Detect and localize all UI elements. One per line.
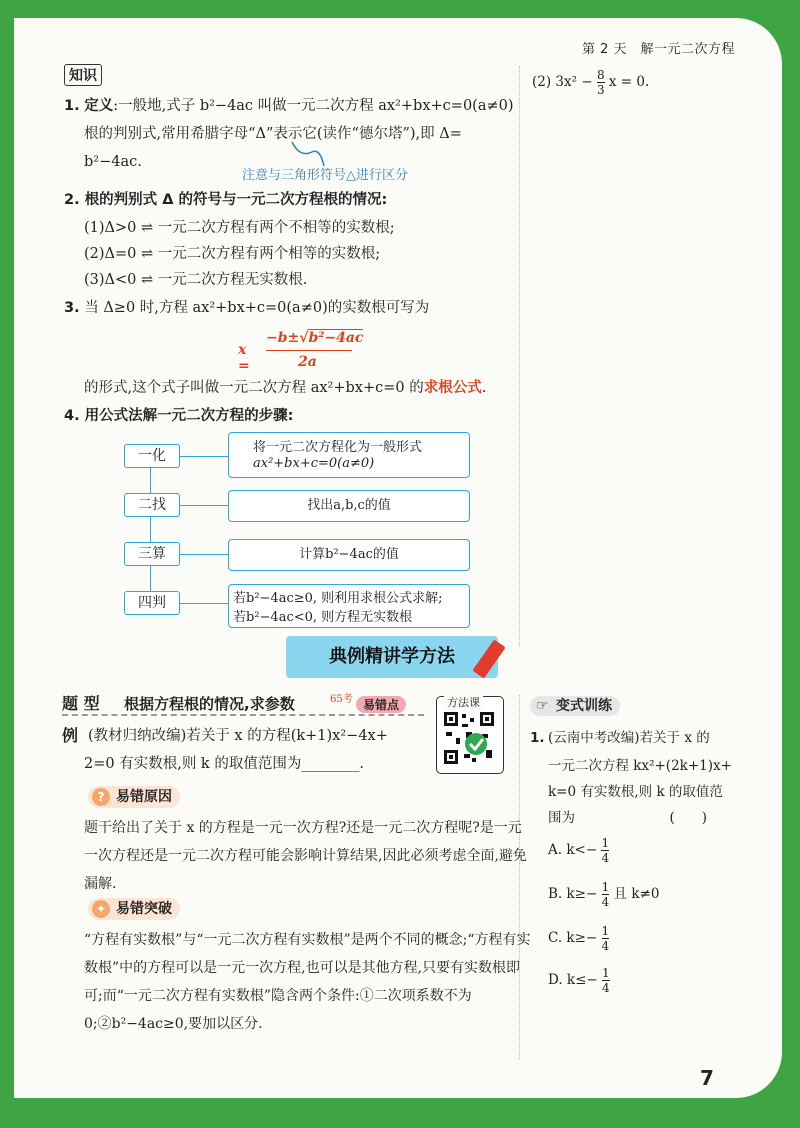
variation-q-line-1: (云南中考改编)若关于 x 的 <box>548 730 710 746</box>
point-2-item-3: (3)Δ<0 ⇌ 一元二次方程无实数根. <box>84 272 308 288</box>
right-top-frac-den: 3 <box>596 83 605 97</box>
type-exam-count: 65考 <box>330 694 353 705</box>
right-top-equation <box>532 68 649 97</box>
right-top-frac-num: 8 <box>596 68 605 82</box>
flow-box-1-line-2: ax²+bx+c=0(a≠0) <box>253 456 375 471</box>
page-header: 第 2 天 解一元二次方程 <box>582 42 736 57</box>
option-c-fraction <box>602 924 610 953</box>
error-cause-chip <box>88 786 180 808</box>
flow-step-4: 四判 <box>124 591 180 615</box>
type-label: 题 型 <box>62 694 100 713</box>
option-d-label: D. k≤− <box>548 972 598 988</box>
variation-q-line-4: 围为 ( ) <box>548 810 708 826</box>
option-b-den: 4 <box>601 895 610 909</box>
option-a-fraction <box>601 836 609 865</box>
point-3-line-2-text: 的形式,这个式子叫做一元二次方程 ax²+bx+c=0 的 <box>84 380 424 396</box>
section-banner-title: 典例精讲学方法 <box>329 646 455 667</box>
flow-connector-vertical <box>150 466 151 598</box>
point-3-number: 3. <box>64 300 80 316</box>
point-1-number: 1. <box>64 98 80 114</box>
flow-box-2: 找出a,b,c的值 <box>228 490 470 522</box>
qr-title: 方法课 <box>444 694 483 710</box>
option-d-den: 4 <box>602 981 610 995</box>
flow-link-2 <box>180 505 228 506</box>
point-2-item-1: (1)Δ>0 ⇌ 一元二次方程有两个不相等的实数根; <box>84 220 395 236</box>
qr-code-icon[interactable] <box>442 710 496 766</box>
point-4-title <box>64 406 293 426</box>
flow-box-4-line-2: 若b²−4ac<0, 则方程无实数根 <box>233 610 413 625</box>
point-1-line-3: b²−4ac. <box>84 154 142 170</box>
point-1-note: 注意与三角形符号△进行区分 <box>242 168 408 183</box>
option-b-tail: 且 k≠0 <box>613 886 660 902</box>
point-3-line-1 <box>64 298 429 318</box>
point-4-title-text: 用公式法解一元二次方程的步骤: <box>84 408 294 424</box>
flow-link-1 <box>180 456 228 457</box>
option-a-label: A. k<− <box>548 842 598 858</box>
variation-title: 变式训练 <box>556 698 612 714</box>
option-c-num: 1 <box>601 924 610 938</box>
pointing-hand-icon: ☞ <box>536 698 549 714</box>
point-3-text: 当 Δ≥0 时,方程 ax²+bx+c=0(a≠0)的实数根可写为 <box>84 300 430 316</box>
option-d[interactable] <box>548 966 610 995</box>
variation-q-number: 1. <box>530 730 545 746</box>
right-top-prefix: (2) 3x² − <box>532 74 593 90</box>
right-top-fraction <box>597 68 605 97</box>
point-1-line-2: 根的判别式,常用希腊字母“Δ”表示它(读作“德尔塔”),即 Δ= <box>84 126 462 142</box>
point-3-period: . <box>481 380 487 396</box>
error-cause-title: 易错原因 <box>116 789 172 805</box>
page-number: 7 <box>700 1066 714 1090</box>
flow-link-3 <box>180 554 228 555</box>
option-b-num: 1 <box>601 880 610 894</box>
variation-q-line-3: k=0 有实数根,则 k 的取值范 <box>548 784 723 800</box>
option-c-label: C. k≥− <box>548 930 598 946</box>
rocket-icon: ✦ <box>92 900 110 918</box>
flow-step-2: 二找 <box>124 493 180 517</box>
option-c-den: 4 <box>601 939 610 953</box>
right-top-suffix: x = 0. <box>608 74 650 90</box>
knowledge-tag: 知识 <box>64 64 102 86</box>
point-1-term: 定义 <box>84 98 114 114</box>
flow-step-3: 三算 <box>124 542 180 566</box>
breakthrough-chip <box>88 898 180 920</box>
option-a-num: 1 <box>601 836 610 850</box>
root-formula-term: 求根公式 <box>423 379 482 396</box>
flow-box-1-line-1: 将一元二次方程化为一般形式 <box>253 440 423 455</box>
flow-box-1 <box>228 432 470 478</box>
page: 第 2 天 解一元二次方程 知识 1. 定义:一般地,式子 b²−4ac 叫做一元二次方程 ax²+bx+c=0(a≠0) 根的判别式,常用希腊字母“Δ”表示它(读作“德尔塔”),即 Δ= b²−4ac. 注意与三角形符号△进行区分 2. 根的判别式 Δ 的符号与一元二次方程根的情况: (1)Δ>0 ⇌ 一元二次方程有两个不相等的实数根; (2)Δ=0 ⇌ 一元二次方程有两个相等的实数根; (3)Δ<0 ⇌ 一元二次方程无实数根. 3. 当 Δ≥0 时,方程 ax²+bx+c=0(a≠0)的实数根可写为 x = −b±√b²−4ac 2a 的形式,这个式子叫做一元二次方程 ax²+bx+c=0 的求根公式. 4. 用公式法解一元二次方程的步骤: 一化 二找 三算 四判 将一元二次方程化为一般形式 ax²+bx+c=0(a≠0) 找出a,b,c的值 计算b²−4ac的值 若b²−4ac≥0, 则利用求根公式求解; 若b²−4ac<0, 则方程无实数根 典例精讲学方法 题 型 根据方程根的情况,求参数 65考 易错点 方法课 例 (教材归纳改编)若关于 x 的方程(k+1)x²−4x+ 2=0 有实数根,则 k 的取值范围为________. ? 易错原因 题干给出了关于 x 的方程是一元一次方程?还是一元二次方程呢?是一元一次方程还是一元二次方程可能会影响计算结果,因此必须考虑全面,避免漏解. ✦ 易错突破 “方程有实数根”与“一元二次方程有实数根”是两个不同的概念;“方程有实数根”中的方程可以是一元一次方程,也可以是其他方程,只要有实数根即可;而“一元二次方程有实数根”隐含两个条件:①二次项系数不为 0;②b²−4ac≥0,要加以区分. (2) 3x² − $\frac{8}{3}$ x = 0. ☞ 变式训练 1. (云南中考改编)若关于 x 的 一元二次方程 kx²+(2k+1)x+ k=0 有实数根,则 k 的取值范 围为 ( ) A. k<− $\frac{1}{4}$ B. k≥− $\frac{1}{4}$ 且 k≠0 C. k≥− $\frac{1}{4}$ D. k≤− $\frac{1}{4}$ 7 <box>0 0 800 1128</box>
error-cause-text: 题干给出了关于 x 的方程是一元一次方程?还是一元二次方程呢?是一元一次方程还是一元二次方程可能会影响计算结果,因此必须考虑全面,避免漏解. <box>84 820 527 892</box>
option-d-fraction <box>602 966 610 995</box>
example-line-2: 2=0 有实数根,则 k 的取值范围为________. <box>84 756 364 772</box>
variation-title-chip <box>530 696 620 716</box>
point-3-line-2 <box>84 378 486 398</box>
point-1-line-1 <box>64 96 514 116</box>
flow-box-4-line-1: 若b²−4ac≥0, 则利用求根公式求解; <box>233 591 443 606</box>
option-a-den: 4 <box>601 851 610 865</box>
question-icon: ? <box>92 788 110 806</box>
point-2-title <box>64 190 387 210</box>
type-underline <box>62 714 424 716</box>
breakthrough-text: “方程有实数根”与“一元二次方程有实数根”是两个不同的概念;“方程有实数根”中的方程可以是一元一次方程,也可以是其他方程,只要有实数根即可;而“一元二次方程有实数根”隐含两个条件:①二次项系数不为 0;②b²−4ac≥0,要加以区分. <box>84 932 531 1032</box>
flow-box-4 <box>228 584 470 628</box>
section-banner <box>286 636 498 678</box>
option-d-num: 1 <box>602 966 610 980</box>
point-4-number: 4. <box>64 408 80 424</box>
point-2-title-text: 根的判别式 Δ 的符号与一元二次方程根的情况: <box>84 192 388 208</box>
point-2-item-2: (2)Δ=0 ⇌ 一元二次方程有两个相等的实数根; <box>84 246 381 262</box>
flow-step-1: 一化 <box>124 444 180 468</box>
error-prone-badge: 易错点 <box>356 696 406 713</box>
point-1-definition: :一般地,式子 b²−4ac 叫做一元二次方程 ax²+bx+c=0(a≠0) <box>113 98 514 114</box>
flow-link-4 <box>180 603 228 604</box>
example-line-1: (教材归纳改编)若关于 x 的方程(k+1)x²−4x+ <box>88 728 388 744</box>
option-b[interactable] <box>548 880 659 909</box>
breakthrough-title: 易错突破 <box>116 901 172 917</box>
variation-q-line-2: 一元二次方程 kx²+(2k+1)x+ <box>548 758 732 774</box>
type-title: 根据方程根的情况,求参数 <box>124 695 295 713</box>
flow-box-3: 计算b²−4ac的值 <box>228 539 470 571</box>
point-2-number: 2. <box>64 192 80 208</box>
option-b-fraction <box>602 880 610 909</box>
option-c[interactable] <box>548 924 609 953</box>
example-label: 例 <box>62 726 79 745</box>
option-a[interactable] <box>548 836 609 865</box>
column-divider <box>519 66 520 646</box>
option-b-label: B. k≥− <box>548 886 598 902</box>
